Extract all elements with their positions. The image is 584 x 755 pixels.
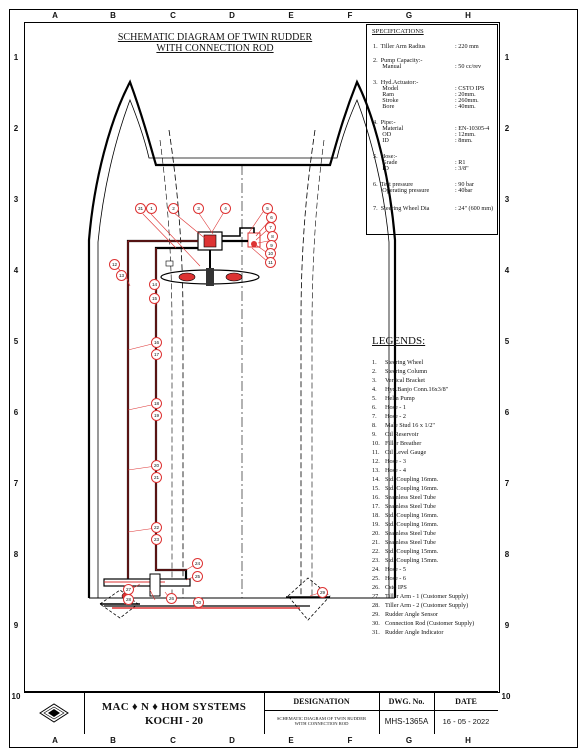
zone-col: C — [170, 736, 176, 745]
spec-label: 5. Hose:- — [373, 153, 398, 160]
legend-label: Vertical Bracket — [385, 377, 426, 384]
legend-label: Steering Wheel — [385, 359, 424, 366]
legend-number: 4. — [372, 386, 377, 393]
balloon-5: 5 — [262, 203, 273, 214]
balloon-22: 22 — [151, 522, 162, 533]
legend-number: 18. — [372, 512, 380, 519]
zone-row: 9 — [504, 621, 510, 630]
spec-label: OD — [373, 131, 392, 138]
legend-number: 5. — [372, 395, 377, 402]
legend-item — [372, 386, 448, 393]
spec-value: : 20mm. — [455, 91, 476, 98]
dwg-no: MHS-1365A — [384, 717, 429, 726]
balloon-31: 31 — [135, 203, 146, 214]
zone-row: 6 — [504, 408, 510, 417]
zone-row: 2 — [13, 124, 19, 133]
designation-line-2: WITH CONNECTION ROD — [294, 721, 349, 726]
legend-label: Helm Pump — [385, 395, 415, 402]
legend-label: Filler Breather — [385, 440, 422, 447]
legend-number: 15. — [372, 485, 380, 492]
centerline-right-2 — [312, 140, 324, 598]
balloon-30: 30 — [193, 597, 204, 608]
balloon-6: 6 — [266, 212, 277, 223]
legend-number: 23. — [372, 557, 380, 564]
legend-label: Tiller Arm - 1 (Customer Supply) — [385, 593, 469, 600]
company-city: KOCHI - 20 — [144, 715, 204, 727]
date-value: 16 - 05 - 2022 — [442, 717, 490, 726]
legend-number: 29. — [372, 611, 380, 618]
helm-pump-core — [204, 235, 216, 247]
legend-label: Hose - 2 — [385, 413, 406, 420]
balloon-13: 13 — [116, 270, 127, 281]
balloon-15: 15 — [149, 293, 160, 304]
balloon-23: 23 — [151, 534, 162, 545]
zone-row: 5 — [504, 337, 510, 346]
zone-col: D — [229, 736, 235, 745]
legends-heading: LEGENDS: — [372, 335, 426, 347]
legend-item — [372, 539, 436, 546]
legend-item — [372, 503, 436, 510]
zone-col: H — [465, 736, 471, 745]
legend-item — [372, 575, 406, 582]
leader-lines — [118, 212, 322, 607]
title-line-1: SCHEMATIC DIAGRAM OF TWIN RUDDER — [117, 32, 313, 43]
legend-item — [372, 557, 438, 564]
balloon-14: 14 — [149, 279, 160, 290]
legend-number: 20. — [372, 530, 380, 537]
legend-item — [372, 431, 419, 438]
legend-label: Rudder Angle Sensor — [385, 611, 438, 618]
legend-number: 27. — [372, 593, 380, 600]
balloon-4: 4 — [220, 203, 231, 214]
tiller-arm-2 — [288, 578, 330, 620]
pipe-run-right — [156, 241, 248, 582]
date-heading: DATE — [455, 697, 477, 706]
legend-label: Connection Rod (Customer Supply) — [385, 620, 475, 627]
spec-label: ID — [373, 165, 389, 172]
legend-item — [372, 449, 426, 456]
designation-heading: DESIGNATION — [293, 697, 350, 706]
dwg-no-heading: DWG. No. — [388, 697, 425, 706]
legend-label: Hose - 4 — [385, 467, 406, 474]
balloon-24: 24 — [192, 558, 203, 569]
zone-col: B — [110, 11, 116, 20]
spec-label: 6. Test pressure — [373, 181, 414, 188]
spec-label: Material — [373, 125, 404, 132]
zone-row: 3 — [13, 195, 19, 204]
spec-value: : 24" (600 mm) — [455, 205, 494, 212]
legend-number: 11. — [372, 449, 380, 456]
spec-value: : EN-10305-4 — [455, 125, 490, 132]
zone-row: 3 — [504, 195, 510, 204]
hull-inner-line — [98, 100, 392, 598]
spec-value: : R1 — [455, 159, 466, 166]
legend-number: 9. — [372, 431, 377, 438]
legend-number: 26. — [372, 584, 380, 591]
wheel-hub-left — [179, 273, 195, 281]
spec-label: Operating pressure — [373, 187, 430, 194]
balloon-16: 16 — [151, 337, 162, 348]
spec-label: 4. Pipe:- — [373, 119, 396, 126]
zone-row: 7 — [13, 479, 19, 488]
zone-row: 10 — [11, 692, 21, 701]
zone-row: 8 — [504, 550, 510, 559]
pipe-run-right-red — [156, 248, 186, 570]
legend-number: 30. — [372, 620, 380, 627]
zone-row: 6 — [13, 408, 19, 417]
zone-row: 1 — [504, 53, 510, 62]
spec-label: Ram — [373, 91, 394, 98]
legend-item — [372, 422, 435, 429]
legend-label: Hose - 3 — [385, 458, 406, 465]
legend-label: Std. Coupling 16mm. — [385, 485, 439, 492]
legend-label: Csto IPS — [385, 584, 407, 591]
spec-label: Bore — [373, 103, 395, 110]
legend-item — [372, 377, 425, 384]
specifications-heading: SPECIFICATIONS — [372, 28, 424, 35]
spec-value: : 12mm. — [455, 131, 476, 138]
zone-col: A — [52, 736, 58, 745]
designation-text — [264, 716, 379, 726]
legend-item — [372, 413, 406, 420]
legend-label: Std. Coupling 16mm. — [385, 512, 439, 519]
legend-number: 6. — [372, 404, 377, 411]
legend-number: 2. — [372, 368, 377, 375]
spec-value: : 50 cc/rev — [455, 63, 482, 70]
legend-item — [372, 467, 406, 474]
designation-line-1: SCHEMATIC DIAGRAM OF TWIN RUDDER — [276, 716, 367, 721]
spec-label: 7. Steering Wheel Dia — [373, 205, 430, 212]
legend-number: 10. — [372, 440, 380, 447]
legend-item — [372, 359, 423, 366]
specifications-box — [366, 24, 498, 235]
balloon-29: 29 — [317, 587, 328, 598]
company-name: MAC ♦ N ♦ HOM SYSTEMS — [101, 701, 247, 713]
legend-label: Rudder Angle Indicator — [385, 629, 444, 636]
legend-label: Seamless Steel Tube — [385, 494, 436, 501]
zone-row: 2 — [504, 124, 510, 133]
legend-item — [372, 530, 436, 537]
spec-label: 2. Pump Capacity:- — [373, 57, 423, 64]
title-line-2: WITH CONNECTION ROD — [156, 43, 274, 54]
legend-item — [372, 368, 427, 375]
zone-row: 10 — [501, 692, 511, 701]
zone-row: 9 — [13, 621, 19, 630]
balloon-9: 9 — [266, 240, 277, 251]
legend-item — [372, 602, 468, 609]
legend-number: 12. — [372, 458, 380, 465]
pipe-run-left-red — [128, 241, 198, 585]
balloon-19: 19 — [151, 410, 162, 421]
filler-breather — [251, 241, 257, 247]
legend-item — [372, 521, 438, 528]
spec-label: 3. Hyd.Actuator:- — [373, 79, 419, 86]
legend-label: Oil Reservoir — [385, 431, 419, 438]
legend-number: 16. — [372, 494, 380, 501]
spec-label: Model — [373, 85, 399, 92]
legend-label: Hose - 5 — [385, 566, 406, 573]
balloon-3: 3 — [193, 203, 204, 214]
legend-number: 17. — [372, 503, 380, 510]
legend-label: Male Stud 16 x 1/2" — [385, 422, 435, 429]
legend-label: Std. Coupling 15mm. — [385, 557, 439, 564]
company-logo — [24, 691, 84, 734]
zone-col: E — [288, 11, 294, 20]
spec-value: : 90 bar — [455, 181, 474, 188]
zone-col: H — [465, 11, 471, 20]
balloon-8: 8 — [267, 231, 278, 242]
vertical-bracket — [206, 268, 214, 286]
legend-item — [372, 584, 407, 591]
zone-row: 4 — [504, 266, 510, 275]
balloon-10: 10 — [265, 248, 276, 259]
legend-number: 1. — [372, 359, 377, 366]
legend-label: Hyd.Banjo Conn.16x3/8" — [385, 386, 449, 393]
wheel-hub-right — [226, 273, 242, 281]
zone-col: E — [288, 736, 294, 745]
legend-item — [372, 494, 436, 501]
balloon-18: 18 — [151, 398, 162, 409]
legend-number: 28. — [372, 602, 380, 609]
legend-number: 25. — [372, 575, 380, 582]
zone-col: F — [347, 736, 353, 745]
legend-number: 13. — [372, 467, 380, 474]
zone-row: 1 — [13, 53, 19, 62]
pipe-run-left — [128, 241, 198, 585]
legend-label: Oil Level Gauge — [385, 449, 427, 456]
legend-label: Hose - 6 — [385, 575, 406, 582]
zone-col: B — [110, 736, 116, 745]
legend-item — [372, 395, 415, 402]
legend-number: 8. — [372, 422, 377, 429]
legend-item — [372, 593, 468, 600]
legend-label: Seamless Steel Tube — [385, 530, 436, 537]
balloon-17: 17 — [151, 349, 162, 360]
zone-col: C — [170, 11, 176, 20]
legend-number: 22. — [372, 548, 380, 555]
title-block — [24, 691, 498, 734]
legend-number: 24. — [372, 566, 380, 573]
zone-row: 4 — [13, 266, 19, 275]
balloon-26: 26 — [166, 593, 177, 604]
zone-row: 7 — [504, 479, 510, 488]
legend-item — [372, 611, 438, 618]
legend-number: 14. — [372, 476, 380, 483]
zone-col: A — [52, 11, 58, 20]
balloon-7: 7 — [265, 222, 276, 233]
spec-value: : 40mm. — [455, 103, 476, 110]
legend-number: 31. — [372, 629, 380, 636]
balloon-12: 12 — [109, 259, 120, 270]
legend-number: 7. — [372, 413, 377, 420]
legend-label: Std. Coupling 15mm. — [385, 548, 439, 555]
spec-value: : 3/8" — [455, 165, 469, 172]
centerline-left — [169, 130, 183, 598]
legend-label: Seamless Steel Tube — [385, 503, 436, 510]
zone-col: F — [347, 11, 353, 20]
zone-col: D — [229, 11, 235, 20]
spec-label: ID — [373, 137, 389, 144]
zone-row: 8 — [13, 550, 19, 559]
legend-label: Seamless Steel Tube — [385, 539, 436, 546]
spec-label: Stroke — [373, 97, 399, 104]
spec-label: 1. Tiller Arm Radius — [373, 43, 426, 50]
legend-item — [372, 404, 406, 411]
spec-value: : 40bar — [455, 187, 473, 194]
legend-label: Tiller Arm - 2 (Customer Supply) — [385, 602, 469, 609]
zone-row: 5 — [13, 337, 19, 346]
spec-label: Manual — [373, 63, 402, 70]
legend-item — [372, 629, 443, 636]
legend-label: Hose - 1 — [385, 404, 406, 411]
spec-label: Grade — [373, 159, 398, 166]
spec-value: : 8mm. — [455, 137, 473, 144]
centerline-right — [301, 130, 315, 598]
legend-number: 3. — [372, 377, 377, 384]
legend-item — [372, 512, 438, 519]
legend-item — [372, 620, 474, 627]
legend-item — [372, 440, 421, 447]
balloon-27: 27 — [123, 584, 134, 595]
legend-number: 19. — [372, 521, 380, 528]
level-gauge — [166, 261, 173, 266]
legend-item — [372, 566, 406, 573]
zone-col: G — [405, 736, 413, 745]
legend-label: Std. Coupling 16mm. — [385, 476, 439, 483]
legend-label: Steering Column — [385, 368, 428, 375]
balloon-11: 11 — [265, 257, 276, 268]
legend-item — [372, 485, 438, 492]
legend-item — [372, 476, 438, 483]
spec-value: : 260mm. — [455, 97, 479, 104]
balloon-1: 1 — [146, 203, 157, 214]
legend-item — [372, 458, 406, 465]
balloon-21: 21 — [151, 472, 162, 483]
spec-value: : CSTO IPS — [455, 85, 485, 92]
balloon-2: 2 — [168, 203, 179, 214]
balloon-25: 25 — [192, 571, 203, 582]
legend-label: Std. Coupling 16mm. — [385, 521, 439, 528]
legend-number: 21. — [372, 539, 380, 546]
balloon-28: 28 — [123, 594, 134, 605]
legend-item — [372, 548, 438, 555]
spec-value: : 220 mm — [455, 43, 479, 50]
zone-col: G — [405, 11, 413, 20]
balloon-20: 20 — [151, 460, 162, 471]
